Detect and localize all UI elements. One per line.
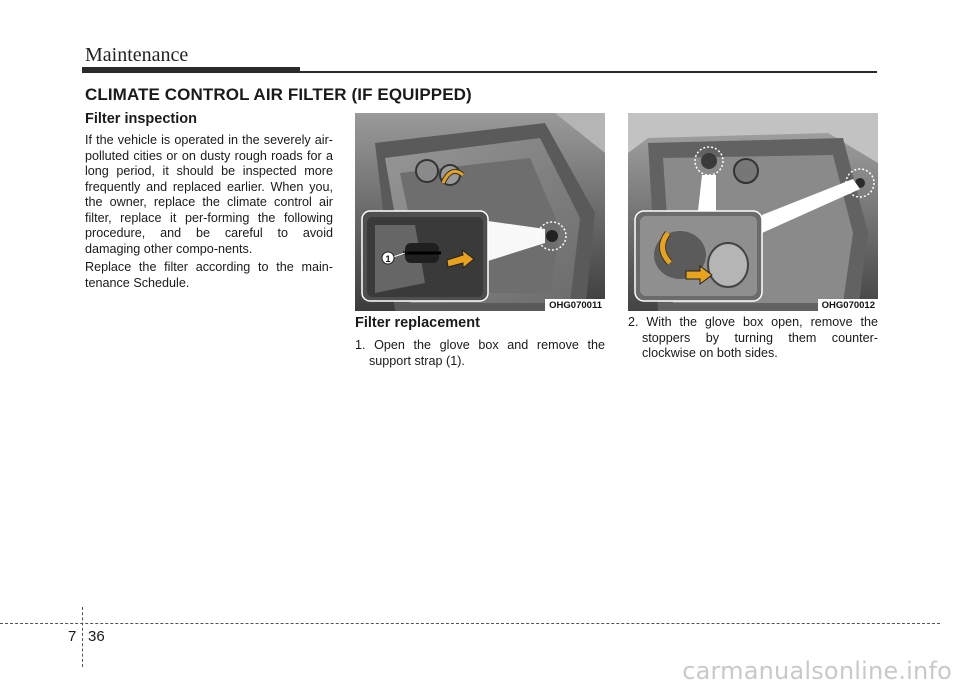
- header-bar: [82, 67, 300, 73]
- inspection-schedule-paragraph: Replace the filter according to the main-tenance Schedule.: [85, 260, 333, 290]
- stoppers-illustration: [628, 113, 878, 311]
- inspection-column: [85, 111, 333, 291]
- page-title: CLIMATE CONTROL AIR FILTER (IF EQUIPPED): [85, 85, 472, 104]
- step-2-column: [628, 315, 878, 362]
- callout-number: 1: [385, 254, 391, 264]
- replacement-heading: Filter replacement: [355, 315, 480, 331]
- footer-rule: [0, 623, 940, 624]
- footer-divider: [82, 607, 83, 667]
- inspection-heading: Filter inspection: [85, 111, 197, 127]
- support-strap-illustration: [355, 113, 605, 311]
- figure-support-strap: [355, 113, 605, 311]
- chapter-number: 7: [68, 628, 77, 645]
- inspection-paragraph: If the vehicle is operated in the severely air-polluted cities or on dusty rough roads for a long period, it should be inspected more frequently and replaced earlier. When you, the owner, replace the climate control air filter, replace it per-forming the following procedure, and be careful to avoid damaging other compo-nents.: [85, 133, 333, 256]
- figure-caption: OHG070011: [545, 299, 605, 311]
- step-2: 2. With the glove box open, remove the stoppers by turning them counter-clockwise on both sides.: [628, 315, 878, 360]
- step-1: 1. Open the glove box and remove the support strap (1).: [355, 338, 605, 368]
- header-rule: [300, 71, 877, 73]
- page-number: 36: [88, 628, 105, 645]
- figure-caption: OHG070012: [818, 299, 878, 311]
- watermark: carmanualsonline.info: [682, 657, 952, 685]
- figure-stoppers: [628, 113, 878, 311]
- section-header: Maintenance: [85, 44, 189, 66]
- replacement-column: [355, 315, 605, 369]
